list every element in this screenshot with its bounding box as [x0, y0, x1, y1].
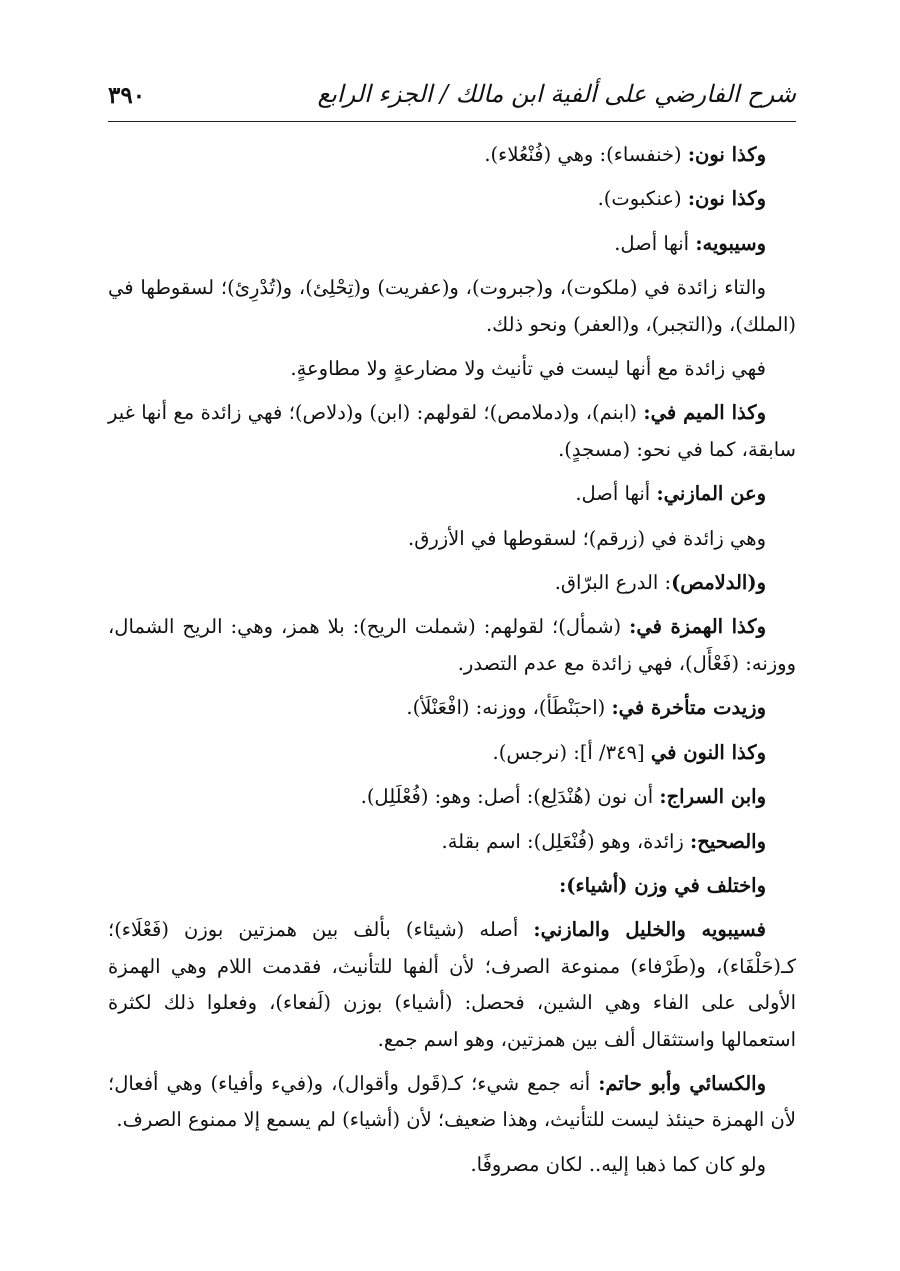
- paragraph: [108, 137, 796, 173]
- paragraph: [108, 181, 796, 217]
- paragraph: [108, 1147, 796, 1183]
- running-title: شرح الفارضي على ألفية ابن مالك / الجزء الرابع: [317, 80, 796, 108]
- paragraph-text: (شمأل)؛ لقولهم: (شملت الريح): بلا همز، وهي: الريح الشمال، ووزنه: (فَعْأَل)، فهي زائدة مع عدم التصدر.: [108, 615, 796, 675]
- paragraph-lead: واختلف في وزن (أشياء):: [559, 873, 766, 897]
- paragraph: [108, 868, 796, 904]
- paragraph-text: زائدة، وهو (فُنْعَلِل): اسم بقلة.: [441, 829, 691, 853]
- paragraph: [108, 824, 796, 860]
- paragraph: [108, 690, 796, 726]
- paragraph-text: : الدرع البرّاق.: [554, 571, 672, 595]
- paragraph-lead: وكذا نون:: [687, 187, 766, 211]
- paragraph-text: وهي زائدة في (زرقم)؛ لسقوطها في الأزرق.: [408, 526, 766, 550]
- paragraph-text: أنه جمع شيء؛ كـ(قَول وأقوال)، و(فيء وأفياء) وهي أفعال؛ لأن الهمزة حينئذ ليست للتأنيث، وهذا ضعيف؛ لأن (أشياء) لم يسمع إلا ممنوع الصرف.: [108, 1071, 796, 1132]
- paragraph: [108, 735, 796, 771]
- paragraph: [108, 1066, 796, 1139]
- paragraph-text: والتاء زائدة في (ملكوت)، و(جبروت)، و(عفريت) و(تِحْلِئ)، و(تُدْرِئ)؛ لسقوطها في (الملك)، و(التجبر)، و(العفر) ونحو ذلك.: [108, 276, 796, 336]
- paragraph-text: (ابنم)، و(دملامص)؛ لقولهم: (ابن) و(دلاص)؛ فهي زائدة مع أنها غير سابقة، كما في نحو: (مسجدٍ).: [108, 401, 796, 461]
- paragraph-lead: وكذا الهمزة في:: [629, 615, 766, 639]
- paragraph-lead: وعن المازني:: [656, 482, 766, 506]
- paragraph-text: أن نون (هُنْدَلِع): أصل: وهو: (فُعْلَلِل).: [360, 785, 660, 809]
- paragraph-lead: فسيبويه والخليل والمازني:: [533, 918, 766, 942]
- paragraph-lead: وكذا النون في: [650, 740, 766, 764]
- paragraph-text: ولو كان كما ذهبا إليه.. لكان مصروفًا.: [470, 1152, 766, 1176]
- paragraph: [108, 476, 796, 512]
- paragraph: [108, 779, 796, 815]
- paragraph: [108, 912, 796, 1058]
- paragraph-text: أنها أصل.: [575, 482, 657, 506]
- paragraph-text: فهي زائدة مع أنها ليست في تأنيث ولا مضارعةٍ ولا مطاوعةٍ.: [290, 357, 766, 381]
- page-number: ٣٩٠: [108, 82, 146, 109]
- paragraph: [108, 226, 796, 262]
- paragraph: [108, 270, 796, 343]
- paragraph-text: أنها أصل.: [614, 231, 696, 255]
- header-rule: [108, 121, 796, 122]
- paragraph-text: [٣٤٩/ أ]: (نرجس).: [492, 740, 651, 764]
- paragraph-text: (خنفساء): وهي (فُنْعُلاء).: [484, 143, 688, 166]
- page-header: [108, 78, 796, 122]
- paragraph-lead: وابن السراج:: [659, 785, 766, 809]
- paragraph: [108, 609, 796, 682]
- paragraph: [108, 395, 796, 468]
- paragraph-lead: وسيبويه:: [695, 231, 766, 255]
- paragraph-lead: وكذا نون:: [687, 143, 766, 166]
- paragraph: [108, 565, 796, 601]
- paragraph-lead: و(الدلامص): [671, 571, 766, 595]
- paragraph-lead: والكسائي وأبو حاتم:: [598, 1071, 766, 1095]
- body-text: [108, 137, 796, 1183]
- paragraph: [108, 521, 796, 557]
- paragraph: [108, 351, 796, 387]
- paragraph-text: أصله (شيئاء) بألف بين همزتين بوزن (فَعْلَاء)؛ كـ(حَلْفَاء)، و(طَرْفاء) ممنوعة الصرف؛ لأن ألفها للتأنيث، فقدمت اللام وهي الهمزة الأولى على الفاء وهي الشين، فحصل: (أشياء) بوزن (لَفعاء)، وفعلوا ذلك لكثرة استعمالها واستثقال ألف بين همزتين، وهو اسم جمع.: [108, 918, 796, 1051]
- paragraph-lead: والصحيح:: [690, 829, 766, 853]
- paragraph-text: (عنكبوت).: [597, 187, 688, 211]
- paragraph-lead: وزيدت متأخرة في:: [611, 696, 766, 720]
- paragraph-lead: وكذا الميم في:: [643, 401, 766, 425]
- paragraph-text: (احبَنْطَأ)، ووزنه: (افْعَنْلَأ).: [406, 696, 612, 720]
